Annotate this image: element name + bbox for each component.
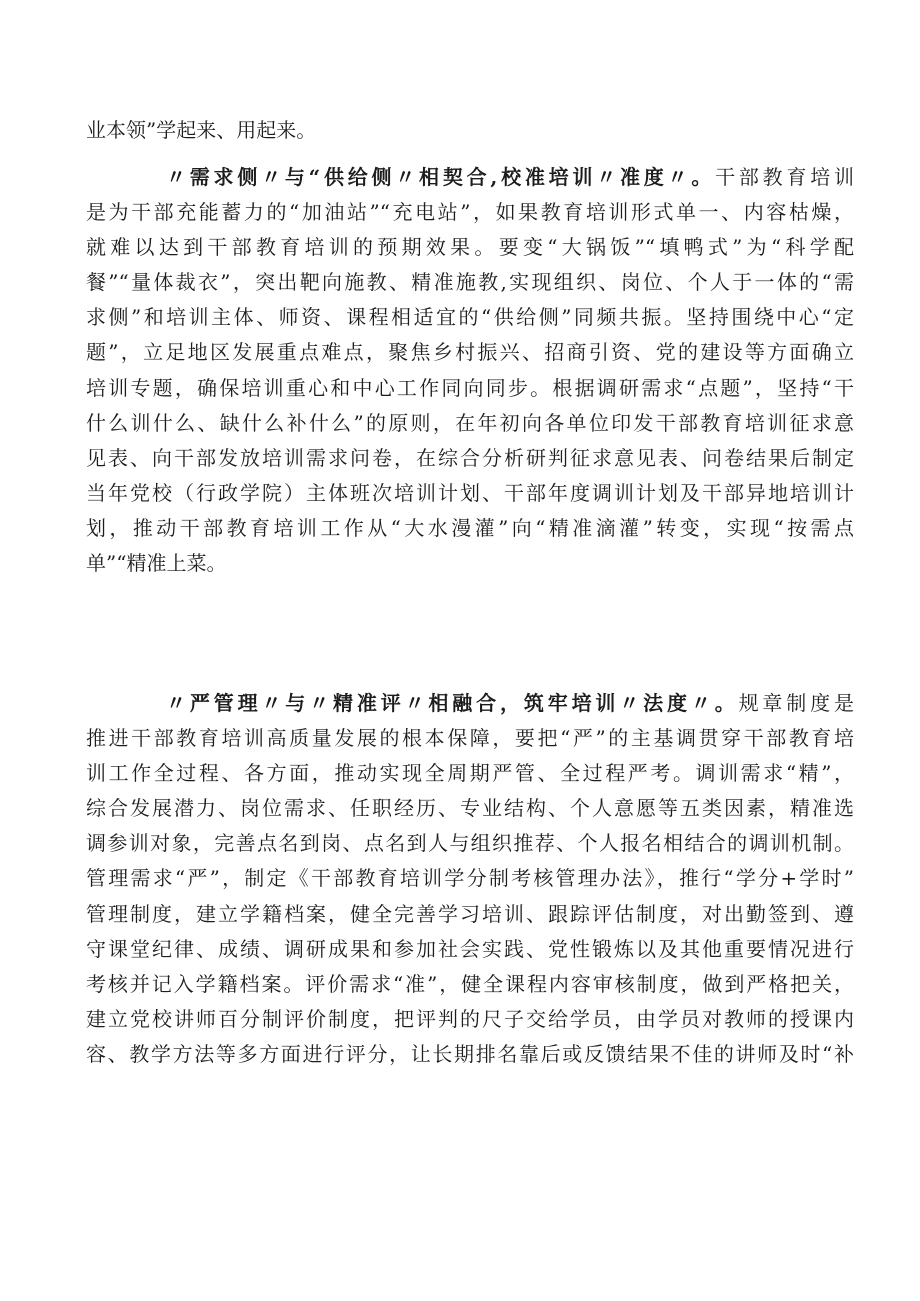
text-line: 考核并记入学籍档案。评价需求“准”，健全课程内容审核制度，做到严格把关，: [86, 971, 854, 996]
paragraph-management-evaluation: [86, 686, 854, 1072]
text-line: 就难以达到干部教育培训的预期效果。要变“大锅饭”“填鸭式”为“科学配: [86, 235, 854, 260]
paragraph-first-line: [86, 160, 854, 195]
text-line: 当年党校（行政学院）主体班次培训计划、干部年度调训计划及干部异地培训计: [86, 480, 854, 505]
text-line: 容、教学方法等多方面进行评分，让长期排名靠后或反馈结果不佳的讲师及时“补: [86, 1041, 854, 1066]
paragraph-supply-demand: [86, 160, 854, 581]
text-line: 推进干部教育培训高质量发展的根本保障，要把“严”的主基调贯穿干部教育培: [86, 726, 854, 751]
text-line: 题”，立足地区发展重点难点，聚焦乡村振兴、招商引资、党的建设等方面确立: [86, 340, 854, 365]
text-line: 什么训什么、缺什么补什么”的原则，在年初向各单位印发干部教育培训征求意: [86, 410, 854, 435]
text-line: 培训专题，确保培训重心和中心工作同向同步。根据调研需求“点题”，坚持“干: [86, 375, 854, 400]
paragraph-first-line: [86, 686, 854, 721]
text-line: 建立党校讲师百分制评价制度，把评判的尺子交给学员，由学员对教师的授课内: [86, 1006, 854, 1031]
text-line: 调参训对象，完善点名到岗、点名到人与组织推荐、个人报名相结合的调训机制。: [86, 831, 854, 856]
text-line: 餐”“量体裁衣”，突出靶向施教、精准施教,实现组织、岗位、个人于一体的“需: [86, 270, 854, 295]
text-segment: 规章制度是: [738, 691, 854, 715]
paragraph-continuation: [86, 113, 854, 148]
text-line: 管理需求“严”，制定《干部教育培训学分制考核管理办法》，推行“学分+学时”: [86, 866, 854, 891]
text-line: 业本领”学起来、用起来。: [86, 118, 317, 142]
text-line: 管理制度，建立学籍档案，健全完善学习培训、跟踪评估制度，对出勤签到、遵: [86, 901, 854, 926]
paragraph-heading: 〃需求侧〃与“供给侧〃相契合,校准培训〃准度〃。: [166, 165, 716, 189]
text-segment: 干部教育培训: [715, 165, 854, 189]
paragraph-heading: 〃严管理〃与〃精准评〃相融合，筑牢培训〃法度〃。: [166, 691, 739, 715]
text-line: 划，推动干部教育培训工作从“大水漫灌”向“精准滴灌”转变，实现“按需点: [86, 515, 854, 540]
text-line: 求侧”和培训主体、师资、课程相适宜的“供给侧”同频共振。坚持围绕中心“定: [86, 305, 854, 330]
text-line: 综合发展潜力、岗位需求、任职经历、专业结构、个人意愿等五类因素，精准选: [86, 796, 854, 821]
text-line: 是为干部充能蓄力的“加油站”“充电站”，如果教育培训形式单一、内容枯燥，: [86, 200, 854, 225]
text-line: 训工作全过程、各方面，推动实现全周期严管、全过程严考。调训需求“精”，: [86, 761, 854, 786]
text-line: 守课堂纪律、成绩、调研成果和参加社会实践、党性锻炼以及其他重要情况进行: [86, 936, 854, 961]
text-line: 单”“精准上菜。: [86, 551, 227, 576]
text-line: 见表、向干部发放培训需求问卷，在综合分析研判征求意见表、问卷结果后制定: [86, 445, 854, 470]
